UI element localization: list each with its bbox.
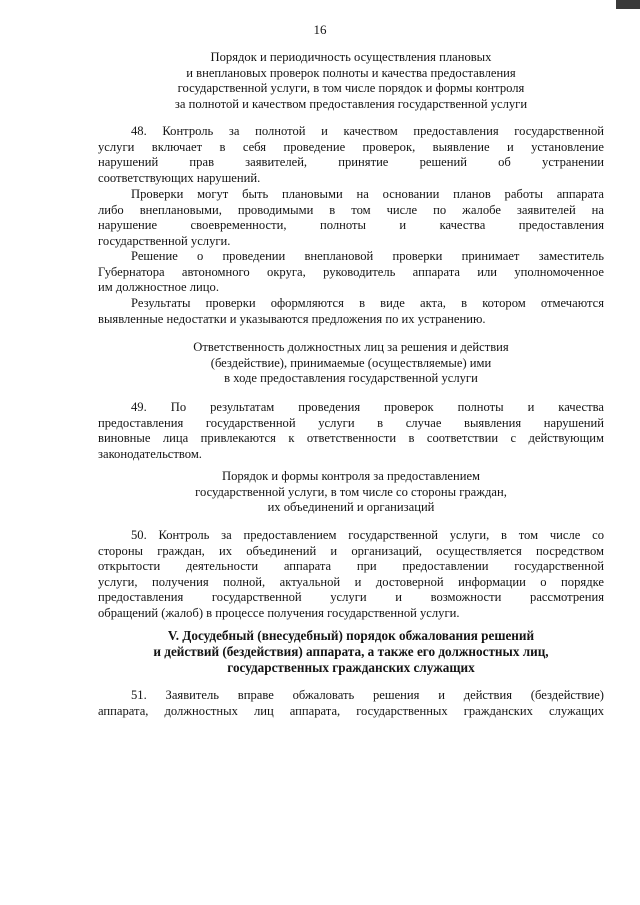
paragraph-line: нарушений прав заявителей, принятие решений об устранении [98,155,604,170]
paragraph-48-inspections-types [98,187,604,249]
heading-line: Ответственность должностных лиц за решения и действия [193,340,509,354]
paragraph-line: им должностное лицо. [98,280,219,295]
scan-corner-mark [616,0,640,9]
heading-line: государственной услуги, в том числе порядок и формы контроля [177,81,525,96]
paragraph-line: Результаты проверки оформляются в виде акта, в котором отмечаются [131,296,604,310]
heading-line: государственной услуги, в том числе со стороны граждан, [195,484,507,499]
paragraph-48 [98,124,604,186]
paragraph-line: 48. Контроль за полнотой и качеством предоставления государственной [131,124,604,138]
heading-line: (бездействие), принимаемые (осуществляемые) ими [210,355,492,370]
page-number: 16 [313,22,327,37]
paragraph-line: Губернатора автономного округа, руководитель аппарата или уполномоченное [98,264,604,279]
paragraph-line: Решение о проведении внеплановой проверки принимает заместитель [131,249,604,263]
paragraph-line: услуги, получения полной, актуальной и достоверной информации о порядке [98,574,604,589]
paragraph-line: предоставления государственной услуги и возможности рассмотрения [98,590,604,605]
heading-line: в ходе предоставления государственной услуги [224,371,478,386]
chapter-heading-appeal [98,628,604,676]
paragraph-line: 51. Заявитель вправе обжаловать решения и действия (бездействие) [131,688,604,702]
paragraph-48-results [98,296,604,327]
heading-line: и внеплановых проверок полноты и качества предоставления [186,65,516,80]
paragraph-line: соответствующих нарушений. [98,170,261,185]
heading-line: Порядок и периодичность осуществления плановых [210,50,492,64]
heading-line: и действий (бездействия) аппарата, а также его должностных лиц, [153,644,549,659]
heading-line: государственных гражданских служащих [227,660,475,675]
paragraph-line: 49. По результатам проведения проверок полноты и качества [131,400,604,414]
paragraph-line: либо внеплановыми, проводимыми в том числе по жалобе заявителей на [98,202,604,217]
paragraph-line: услуги включает в себя проведение проверок, выявление и установление [98,139,604,154]
paragraph-line: Проверки могут быть плановыми на основании планов работы аппарата [131,187,604,201]
paragraph-51 [98,688,604,719]
section-heading-responsibility [98,340,604,387]
heading-line: Порядок и формы контроля за предоставлением [221,469,481,483]
paragraph-line: 50. Контроль за предоставлением государственной услуги, в том числе со [131,528,604,542]
paragraph-49 [98,400,604,462]
paragraph-line: виновные лица привлекаются к ответственности в соответствии с действующим [98,431,604,446]
section-heading-inspections [98,50,604,112]
paragraph-50 [98,528,604,622]
paragraph-line: государственной услуги. [98,233,231,248]
heading-line: их объединений и организаций [267,500,435,515]
paragraph-line: открытости деятельности аппарата при предоставлении государственной [98,559,604,574]
paragraph-line: аппарата, должностных лиц аппарата, государственных гражданских служащих [98,703,604,718]
paragraph-line: обращений (жалоб) в процессе получения государственной услуги. [98,605,460,620]
section-heading-control-forms [98,469,604,516]
paragraph-48-unscheduled-decision [98,249,604,296]
paragraph-line: выявленные недостатки и указываются предложения по их устранению. [98,311,486,326]
paragraph-line: стороны граждан, их объединений и организаций, осуществляется посредством [98,543,604,558]
paragraph-line: нарушение своевременности, полноты и качества предоставления [98,218,604,233]
heading-line: за полнотой и качеством предоставления государственной услуги [174,96,528,111]
heading-line: V. Досудебный (внесудебный) порядок обжалования решений [167,628,535,643]
paragraph-line: законодательством. [98,446,202,461]
paragraph-line: предоставления государственной услуги в случае выявления нарушений [98,415,604,430]
